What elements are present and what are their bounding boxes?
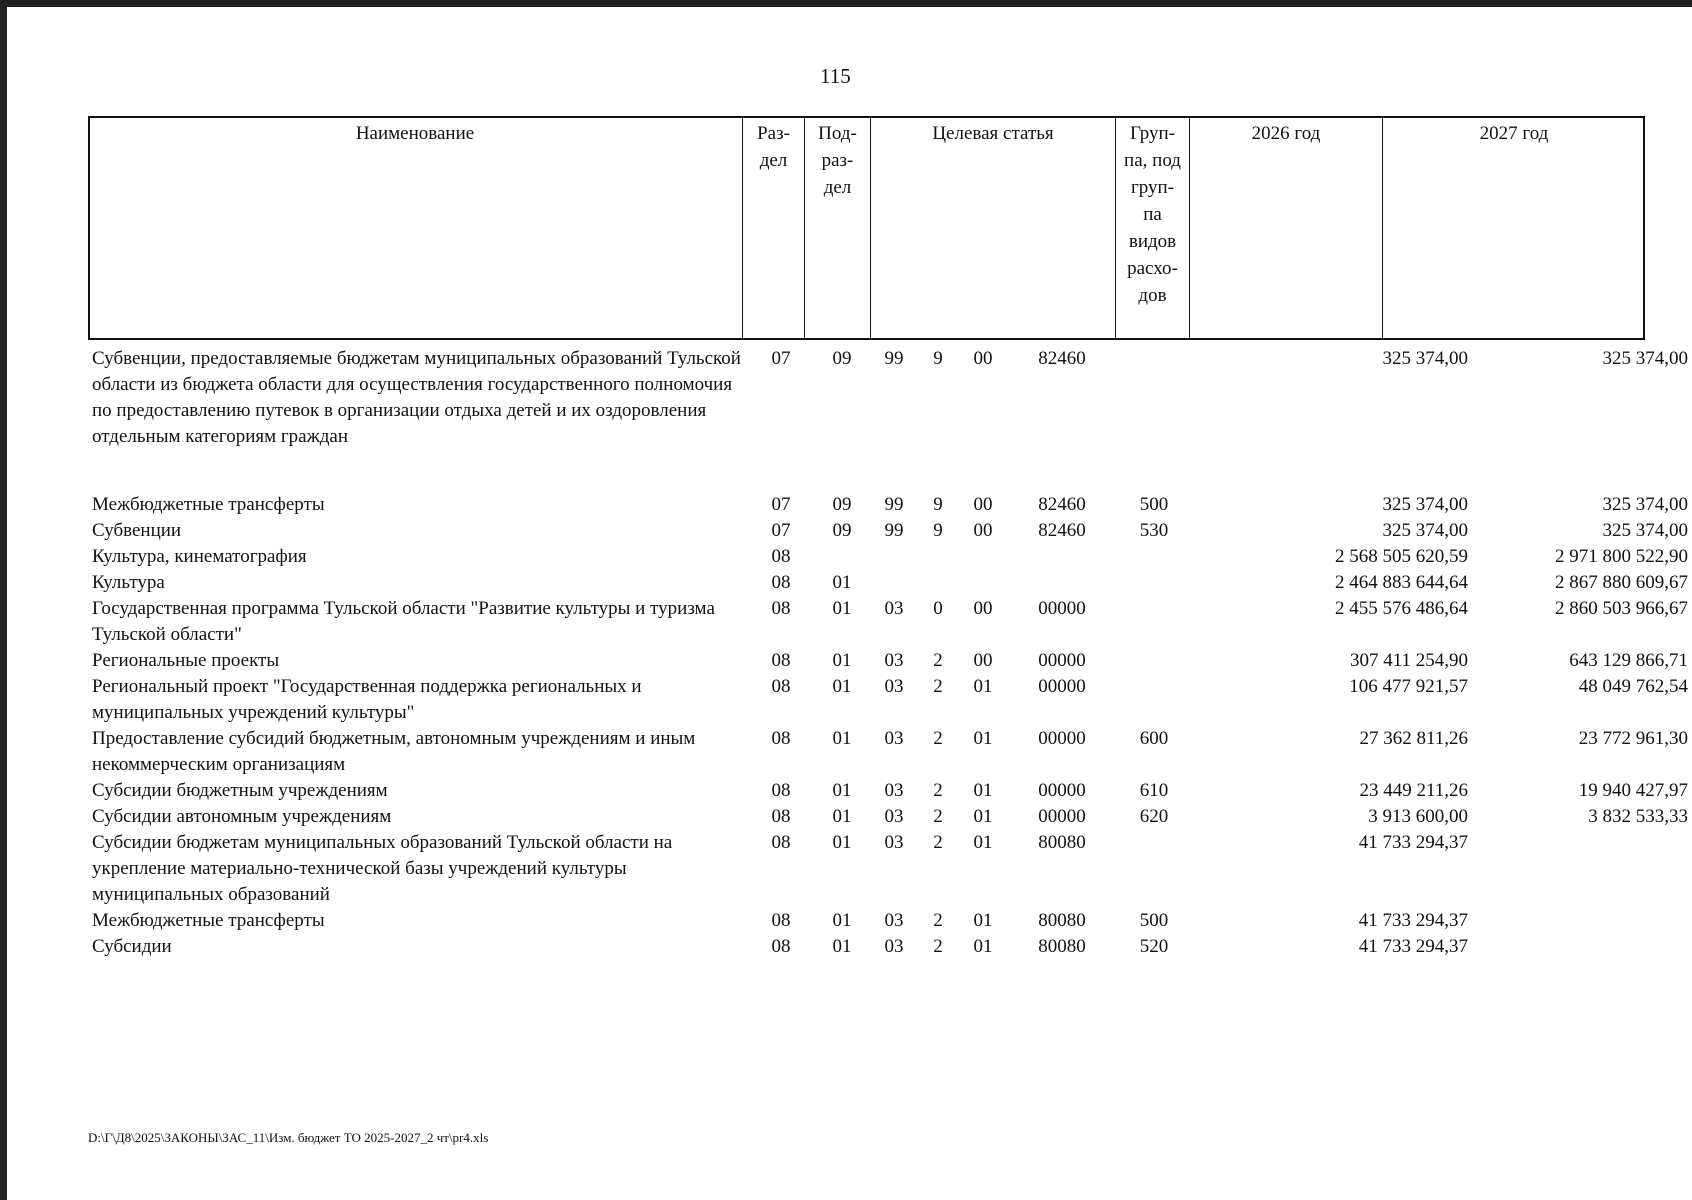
- cell-target-4: 82460: [1038, 520, 1086, 541]
- cell-group: 500: [1139, 910, 1169, 931]
- table-header: [88, 116, 1645, 340]
- cell-group: 600: [1139, 728, 1169, 749]
- cell-target-1: 03: [884, 650, 904, 671]
- cell-2026: 2 455 576 486,64: [1335, 598, 1468, 619]
- cell-target-4: 00000: [1038, 650, 1086, 671]
- cell-razdel: 08: [771, 598, 791, 619]
- table-row: [88, 570, 1688, 596]
- cell-name: Субвенции: [92, 520, 182, 541]
- scan-edge-top: [0, 0, 1692, 7]
- cell-2027: 325 374,00: [1602, 348, 1688, 369]
- cell-target-2: 2: [933, 650, 943, 671]
- cell-2026: 106 477 921,57: [1349, 676, 1468, 697]
- cell-razdel: 07: [771, 494, 791, 515]
- cell-razdel: 08: [771, 650, 791, 671]
- cell-target-1: 03: [884, 676, 904, 697]
- cell-2027: 2 971 800 522,90: [1555, 546, 1688, 567]
- table-row: [88, 934, 1645, 960]
- cell-target-4: 82460: [1038, 348, 1086, 369]
- cell-2026: 41 733 294,37: [1358, 832, 1468, 853]
- cell-2027: 325 374,00: [1602, 520, 1688, 541]
- table-row: [88, 596, 1688, 648]
- table-row: [88, 544, 1688, 570]
- table-row: [88, 346, 1688, 450]
- cell-target-1: 03: [884, 806, 904, 827]
- cell-name: Культура: [92, 572, 165, 593]
- cell-2027: 3 832 533,33: [1588, 806, 1688, 827]
- cell-razdel: 08: [771, 780, 791, 801]
- cell-razdel: 08: [771, 572, 791, 593]
- cell-target-4: 82460: [1038, 494, 1086, 515]
- cell-razdel: 07: [771, 520, 791, 541]
- cell-target-1: 99: [884, 348, 904, 369]
- table-row: [88, 648, 1688, 674]
- cell-target-4: 80080: [1038, 910, 1086, 931]
- cell-target-2: 9: [933, 348, 943, 369]
- cell-razdel: 08: [771, 832, 791, 853]
- page-number: 115: [820, 64, 851, 88]
- cell-target-4: 00000: [1038, 676, 1086, 697]
- cell-podrazdel: 01: [832, 832, 852, 853]
- header-target: Целевая статья: [871, 116, 1116, 340]
- cell-2026: 325 374,00: [1382, 520, 1468, 541]
- cell-razdel: 08: [771, 806, 791, 827]
- cell-2026: 307 411 254,90: [1349, 650, 1468, 671]
- cell-name: Субсидии бюджетам муниципальных образований Тульской области на укрепление материально-технической базы учреждений культуры муниципальных образований: [92, 832, 673, 905]
- cell-podrazdel: 01: [832, 650, 852, 671]
- cell-target-1: 99: [884, 494, 904, 515]
- cell-podrazdel: 09: [832, 494, 852, 515]
- cell-target-3: 01: [973, 728, 993, 749]
- cell-2026: 2 568 505 620,59: [1335, 546, 1468, 567]
- cell-razdel: 08: [771, 676, 791, 697]
- table-row: [88, 726, 1688, 778]
- cell-target-3: 00: [973, 494, 993, 515]
- cell-podrazdel: 01: [832, 780, 852, 801]
- cell-name: Субсидии бюджетным учреждениям: [92, 780, 388, 801]
- cell-razdel: 08: [771, 936, 791, 957]
- cell-2026: 27 362 811,26: [1359, 728, 1468, 749]
- cell-target-4: 80080: [1038, 832, 1086, 853]
- cell-podrazdel: 09: [832, 348, 852, 369]
- cell-target-1: 03: [884, 598, 904, 619]
- cell-name: Межбюджетные трансферты: [92, 494, 325, 515]
- cell-target-2: 0: [933, 598, 943, 619]
- cell-target-2: 2: [933, 936, 943, 957]
- cell-razdel: 08: [771, 910, 791, 931]
- table-row: [88, 492, 1688, 518]
- cell-2027: 48 049 762,54: [1578, 676, 1688, 697]
- header-group: Груп- па, под груп- па видов расхо- дов: [1116, 116, 1190, 340]
- cell-podrazdel: 01: [832, 572, 852, 593]
- cell-2026: 41 733 294,37: [1358, 936, 1468, 957]
- cell-target-2: 9: [933, 494, 943, 515]
- header-podrazdel: Под- раз- дел: [805, 116, 871, 340]
- cell-2026: 2 464 883 644,64: [1335, 572, 1468, 593]
- cell-2027: 325 374,00: [1602, 494, 1688, 515]
- cell-target-4: 00000: [1038, 598, 1086, 619]
- cell-target-3: 01: [973, 936, 993, 957]
- cell-razdel: 08: [771, 546, 791, 567]
- cell-name: Культура, кинематография: [92, 546, 307, 567]
- cell-2026: 325 374,00: [1382, 494, 1468, 515]
- cell-target-1: 03: [884, 910, 904, 931]
- cell-group: 500: [1139, 494, 1169, 515]
- cell-target-4: 00000: [1038, 806, 1086, 827]
- cell-target-3: 01: [973, 780, 993, 801]
- cell-target-2: 2: [933, 728, 943, 749]
- table-row: [88, 778, 1688, 804]
- cell-target-2: 2: [933, 832, 943, 853]
- cell-group: 530: [1139, 520, 1169, 541]
- cell-podrazdel: 01: [832, 676, 852, 697]
- cell-2027: 643 129 866,71: [1569, 650, 1688, 671]
- table-row: [88, 518, 1688, 544]
- scan-edge-left: [0, 0, 7, 1200]
- cell-2027: 2 867 880 609,67: [1555, 572, 1688, 593]
- cell-name: Предоставление субсидий бюджетным, автономным учреждениям и иным некоммерческим организациям: [92, 728, 696, 775]
- cell-target-3: 01: [973, 832, 993, 853]
- cell-2027: 2 860 503 966,67: [1555, 598, 1688, 619]
- cell-name: Субсидии автономным учреждениям: [92, 806, 392, 827]
- cell-target-2: 2: [933, 676, 943, 697]
- cell-target-2: 9: [933, 520, 943, 541]
- header-razdel: Раз- дел: [743, 116, 805, 340]
- cell-name: Государственная программа Тульской области "Развитие культуры и туризма Тульской области": [92, 598, 715, 645]
- cell-target-3: 00: [973, 348, 993, 369]
- cell-2026: 3 913 600,00: [1368, 806, 1468, 827]
- cell-target-4: 00000: [1038, 728, 1086, 749]
- cell-target-4: 80080: [1038, 936, 1086, 957]
- cell-target-3: 00: [973, 520, 993, 541]
- cell-target-3: 00: [973, 598, 993, 619]
- cell-group: 610: [1139, 780, 1169, 801]
- cell-podrazdel: 01: [832, 910, 852, 931]
- table-row: [88, 674, 1688, 726]
- cell-2027: 19 940 427,97: [1578, 780, 1688, 801]
- cell-name: Региональный проект "Государственная поддержка региональных и муниципальных учреждений культуры": [92, 676, 642, 723]
- cell-target-2: 2: [933, 910, 943, 931]
- cell-name: Межбюджетные трансферты: [92, 910, 325, 931]
- cell-2026: 23 449 211,26: [1359, 780, 1468, 801]
- cell-razdel: 07: [771, 348, 791, 369]
- cell-podrazdel: 01: [832, 598, 852, 619]
- cell-group: 620: [1139, 806, 1169, 827]
- table-row: [88, 804, 1688, 830]
- cell-target-1: 03: [884, 728, 904, 749]
- cell-target-4: 00000: [1038, 780, 1086, 801]
- cell-target-3: 00: [973, 650, 993, 671]
- cell-podrazdel: 01: [832, 936, 852, 957]
- cell-target-1: 03: [884, 832, 904, 853]
- cell-target-2: 2: [933, 780, 943, 801]
- cell-podrazdel: 01: [832, 806, 852, 827]
- cell-podrazdel: 09: [832, 520, 852, 541]
- cell-target-2: 2: [933, 806, 943, 827]
- header-2027: 2027 год: [1479, 123, 1549, 144]
- cell-target-3: 01: [973, 910, 993, 931]
- cell-name: Субсидии: [92, 936, 172, 957]
- cell-target-1: 03: [884, 780, 904, 801]
- table-row: [88, 830, 1645, 908]
- cell-name: Субвенции, предоставляемые бюджетам муниципальных образований Тульской области из бюджета области для осуществления государственного полномочия по предоставлению путевок в организации отдыха детей и их оздоровления отдельным категориям граждан: [92, 348, 741, 447]
- cell-group: 520: [1139, 936, 1169, 957]
- cell-name: Региональные проекты: [92, 650, 280, 671]
- cell-2026: 325 374,00: [1382, 348, 1468, 369]
- cell-2027: 23 772 961,30: [1578, 728, 1688, 749]
- cell-target-3: 01: [973, 676, 993, 697]
- cell-razdel: 08: [771, 728, 791, 749]
- cell-podrazdel: 01: [832, 728, 852, 749]
- cell-target-1: 99: [884, 520, 904, 541]
- header-2026: 2026 год: [1190, 116, 1383, 340]
- footer-file-path: D:\Г\Д8\2025\ЗАКОНЫ\ЗАС_11\Изм. бюджет ТО 2025-2027_2 чт\pr4.xls: [88, 1130, 489, 1145]
- cell-target-3: 01: [973, 806, 993, 827]
- cell-2026: 41 733 294,37: [1358, 910, 1468, 931]
- table-row: [88, 908, 1645, 934]
- header-name: Наименование: [88, 116, 743, 340]
- cell-target-1: 03: [884, 936, 904, 957]
